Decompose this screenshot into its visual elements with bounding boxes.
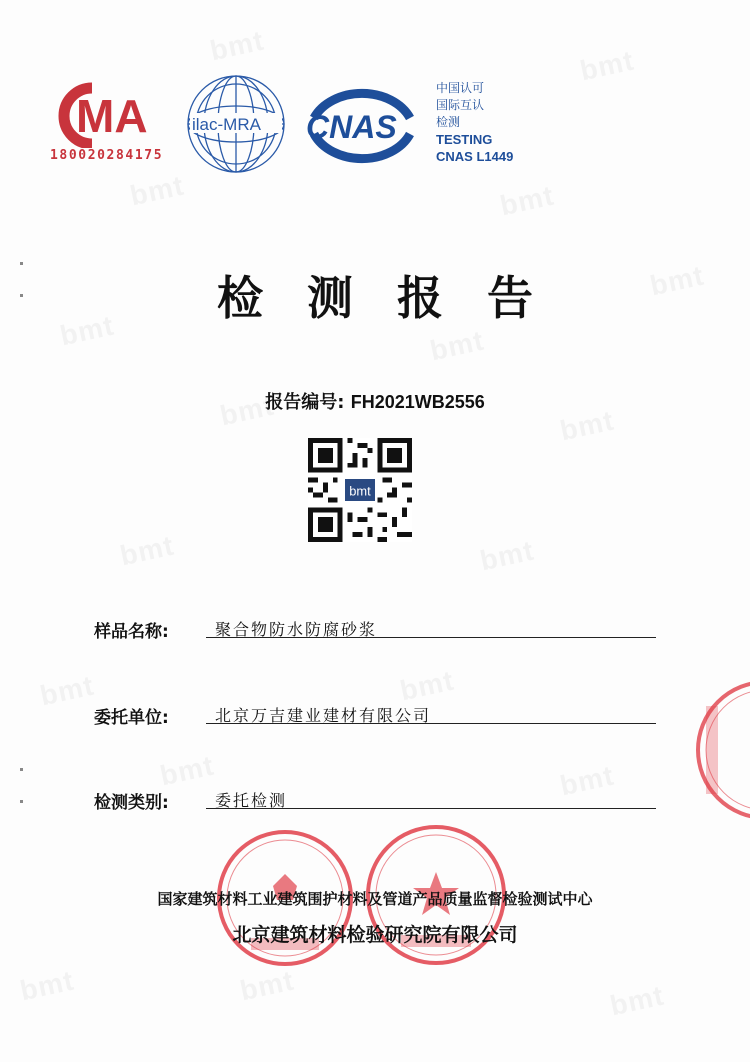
binding-mark (20, 294, 23, 297)
watermark: bmt (207, 24, 267, 67)
watermark: bmt (397, 664, 457, 707)
watermark: bmt (237, 964, 297, 1007)
qr-code[interactable] (308, 438, 412, 542)
test-type-underline (206, 808, 656, 809)
ilac-mra-text: ilac-MRA (192, 115, 261, 134)
cnas-testing: TESTING (436, 132, 493, 147)
test-type-label: 检测类别: (94, 793, 169, 813)
watermark: bmt (217, 389, 277, 432)
watermark: bmt (477, 534, 537, 577)
watermark: bmt (607, 979, 667, 1022)
report-number-label: 报告编号: (265, 392, 345, 413)
cma-logo (48, 82, 172, 148)
watermark: bmt (557, 404, 617, 447)
cnas-accreditation-text (436, 80, 513, 165)
cma-logo-text: MA (76, 90, 148, 142)
cnas-side-line: 检测 (436, 115, 461, 129)
page-title: 检测报告 (217, 271, 577, 325)
org-name-institute: 北京建筑材料检验研究院有限公司 (232, 924, 518, 946)
cnas-code: CNAS L1449 (436, 149, 514, 164)
watermark: bmt (557, 759, 617, 802)
sample-name-value: 聚合物防水防腐砂浆 (215, 620, 378, 639)
watermark: bmt (17, 964, 77, 1007)
watermark: bmt (37, 669, 97, 712)
watermark: bmt (127, 169, 187, 212)
org-name-national-center: 国家建筑材料工业建筑围护材料及管道产品质量监督检验测试中心 (157, 890, 593, 908)
binding-mark (20, 262, 23, 265)
partial-seal-right-edge (692, 676, 750, 824)
client-label: 委托单位: (94, 708, 169, 728)
cnas-logo (302, 82, 422, 168)
watermark: bmt (57, 309, 117, 352)
test-type-value: 委托检测 (215, 791, 288, 810)
ilac-mra-logo (184, 72, 288, 176)
watermark: bmt (577, 44, 637, 87)
watermark: bmt (157, 749, 217, 792)
watermark: bmt (647, 259, 707, 302)
client-value: 北京万吉建业建材有限公司 (215, 706, 432, 725)
watermark: bmt (117, 529, 177, 572)
cma-number: 180020284175 (50, 148, 164, 163)
binding-mark (20, 768, 23, 771)
client-underline (206, 723, 656, 724)
watermark: bmt (427, 324, 487, 367)
sample-name-label: 样品名称: (94, 622, 169, 642)
cnas-side-line: 国际互认 (436, 98, 485, 112)
sample-name-underline (206, 637, 656, 638)
report-number-value: FH2021WB2556 (350, 392, 485, 412)
report-number (0, 388, 750, 414)
cnas-logo-text: CNAS (306, 109, 397, 145)
watermark: bmt (497, 179, 557, 222)
qr-center-text: bmt (349, 483, 371, 499)
binding-mark (20, 800, 23, 803)
cnas-side-line: 中国认可 (436, 81, 485, 95)
